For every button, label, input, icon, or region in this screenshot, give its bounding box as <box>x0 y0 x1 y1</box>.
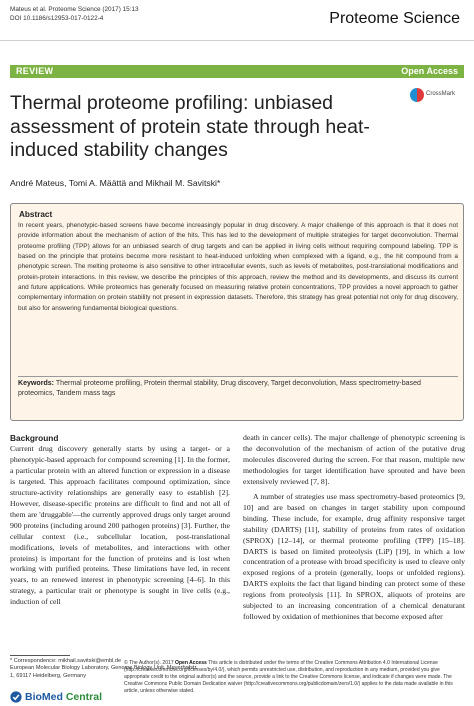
abstract-divider <box>18 376 458 377</box>
article-type-label: REVIEW <box>16 66 54 76</box>
article-type-banner <box>10 65 464 78</box>
biomed-central-wordmark <box>25 691 102 703</box>
body-paragraph: death in cancer cells). The major challenge of phenotypic screening is the deconvolution of the mechanism of action of the putative drug molecules discovered during the screen. For that reason, multiple new methodologies for target identification have sprouted and have been extensively reviewed [7, 8]. <box>243 433 465 486</box>
affiliation-line: European Molecular Biology Laboratory, Genome Biology Unit, Meyerhofstr. <box>10 665 198 672</box>
abstract-box <box>10 203 464 421</box>
wordmark-biomed: BioMed <box>25 691 66 703</box>
article-meta <box>10 6 139 23</box>
license-copyright: © The Author(s). 2017 <box>124 660 176 666</box>
crossmark-icon <box>410 88 424 102</box>
biomed-central-icon <box>10 691 22 703</box>
open-access-label: Open Access <box>401 66 458 76</box>
article-title: Thermal proteome profiling: unbiased assessment of protein state through heat-induced stability changes <box>10 92 370 161</box>
body-right-column <box>243 433 465 623</box>
keywords-label: Keywords: <box>18 380 55 387</box>
body-left-column <box>10 433 230 608</box>
license-notice <box>124 660 464 695</box>
citation-line: Mateus et al. Proteome Science (2017) 15:13 <box>10 6 139 13</box>
body-paragraph: A number of strategies use mass spectrometry-based proteomics [9, 10] and are based on changes in target stability upon compound binding. These include, for example, drug affinity responsive target stability (DARTS) [11], stability of proteins from rates of oxidation (SPROX) [12–14], or thermal proteome profiling (TPP) [15–18]. DARTS is based on limited proteolysis (LiP) [19], in which a low concentration of a protease with broad specificity is used to cleave only exposed regions of a protein (generally, loops or unfolded regions). DARTS exploits the fact that ligand binding can protect some of these regions from proteolysis [11]. In SPROX, aliquots of proteins are subjected to an increasing concentration of a chemical denaturant followed by oxidation of methionines that become exposed after <box>243 491 465 622</box>
doi-line: DOI 10.1186/s12953-017-0122-4 <box>10 14 104 22</box>
crossmark-label: CrossMark <box>426 91 456 97</box>
correspondence-email: * Correspondence: mikhail.savitski@embl.de <box>10 658 122 664</box>
abstract-text: In recent years, phenotypic-based screens have become increasingly popular in drug discovery. A major challenge of this approach is that it does not provide information about the mechanism of action of the hits. This has led to the development of multiple strategies for target deconvolution. Thermal proteome profiling (TPP) allows for an unbiased search of drug targets and can be applied in living cells without requiring compound labeling. TPP is based on the principle that proteins become more resistant to heat-induced unfolding when complexed with a ligand, e.g., the hit compound from a phenotypic screen. The melting proteome is also sensitive to other intracellular events, such as levels of metabolites, post-translational modifications and protein-protein interactions. In this review, we describe the principles of this approach, review the method and its developments, and discuss its current and future applications. While proteomics has generally focused on measuring relative protein concentrations, TPP provides a novel approach to gather complementary information on protein stability not present in expression datasets. Therefore, this strategy has great potential not only for drug discovery, but also for answering fundamental biological questions. <box>18 222 458 312</box>
affiliation-line: 1, 69117 Heidelberg, Germany <box>10 672 87 679</box>
section-heading-background: Background <box>10 433 59 443</box>
license-text: This article is distributed under the terms of the Creative Commons Attribution 4.0 International License (http://creativecommons.org/licenses/by/4.0/), which permits unrestricted use, distribution, and reproduction in any medium, provided you give appropriate credit to the original author(s) and the source, provide a link to the Creative Commons license, and indicate if changes were made. The Creative Commons Public Domain Dedication waiver (http://creativecommons.org/publicdomain/zero/1.0/) applies to the data made available in this article, unless otherwise stated. <box>124 660 453 695</box>
keywords <box>18 379 458 398</box>
abstract-heading: Abstract <box>19 210 53 219</box>
article-authors: André Mateus, Tomi A. Määttä and Mikhail M. Savitski* <box>10 178 221 188</box>
footnote-rule <box>10 655 70 656</box>
wordmark-central: Central <box>65 691 103 703</box>
body-paragraph: Current drug discovery generally starts by using a target- or a phenotypic-based approach for compound screening [1]. In the former, a particular protein with an altered function or expression in a disease is targeted. This approach facilitates compound optimization, since structure-activity relationships are generally easy to establish [2]. However, disease-specific proteins are difficult to find and not all of them are 'druggable'—the currently approved drugs only target around 900 proteins (including around 200 pathogen proteins) [3]. Further, the cellular context (i.e., subcellular location, post-translational modifications, levels of metabolites, and interactions with other proteins) is important for the function of proteins and is lost when working with purified proteins. These limitations have led, in recent years, to an renewed interest in phenotypic screening [4–6]. In this strategy, a particular trait or phenotype is sought in live cells (e.g., induction of cell <box>10 444 230 607</box>
license-open-access: Open Access <box>175 660 207 666</box>
journal-name: Proteome Science <box>329 10 460 27</box>
keywords-list: Thermal proteome profiling, Protein thermal stability, Drug discovery, Target deconvolution, Mass spectrometry-based proteomics, Tandem mass tags <box>18 380 421 397</box>
header-divider <box>0 40 474 41</box>
crossmark-badge[interactable] <box>410 88 460 108</box>
